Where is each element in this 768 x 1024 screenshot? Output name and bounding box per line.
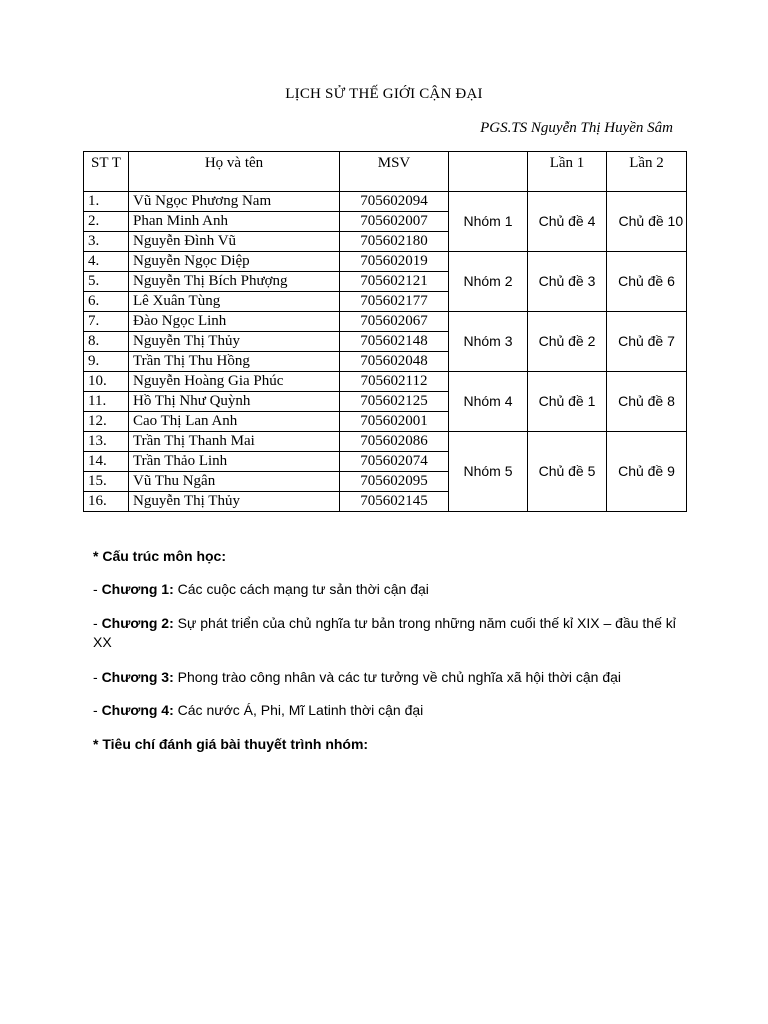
cell-stt: 16. <box>84 492 129 512</box>
cell-student-name: Vũ Thu Ngân <box>129 472 340 492</box>
cell-student-name: Cao Thị Lan Anh <box>129 412 340 432</box>
cell-lan2-topic <box>607 432 687 512</box>
cell-msv: 705602086 <box>340 432 449 452</box>
student-roster-table <box>83 151 687 512</box>
cell-msv: 705602148 <box>340 332 449 352</box>
chapter-3: - Chương 3: Phong trào công nhân và các tư tưởng về chủ nghĩa xã hội thời cận đại <box>93 669 622 685</box>
cell-lan1-topic: Chủ đề 2 <box>528 312 607 372</box>
cell-msv: 705602112 <box>340 372 449 392</box>
cell-student-name: Vũ Ngọc Phương Nam <box>129 192 340 212</box>
chapter-4-text: Các nước Á, Phi, Mĩ Latinh thời cận đại <box>177 702 424 718</box>
chapter-1: - Chương 1: Các cuộc cách mạng tư sản thời cận đại <box>93 581 429 597</box>
cell-student-name: Nguyễn Đình Vũ <box>129 232 340 252</box>
cell-stt: 7. <box>84 312 129 332</box>
header-group <box>449 152 528 192</box>
chapter-2-text: Sự phát triển của chủ nghĩa tư bản trong những năm cuối thế kỉ XIX – đầu thế kỉ XX <box>93 615 676 650</box>
cell-lan1-topic: Chủ đề 4 <box>528 192 607 252</box>
chapter-3-text: Phong trào công nhân và các tư tưởng về chủ nghĩa xã hội thời cận đại <box>177 669 622 685</box>
table-row <box>84 432 687 452</box>
cell-stt: 13. <box>84 432 129 452</box>
lan2-topic-text: Chủ đề 6 <box>618 273 675 289</box>
cell-msv: 705602094 <box>340 192 449 212</box>
cell-msv: 705602007 <box>340 212 449 232</box>
cell-student-name: Phan Minh Anh <box>129 212 340 232</box>
cell-msv: 705602121 <box>340 272 449 292</box>
cell-student-name: Hồ Thị Như Quỳnh <box>129 392 340 412</box>
table-row <box>84 252 687 272</box>
lan2-topic-text: Chủ đề 10 <box>618 213 684 229</box>
header-stt: ST T <box>84 152 129 192</box>
cell-msv: 705602145 <box>340 492 449 512</box>
cell-group-name: Nhóm 5 <box>449 432 528 512</box>
cell-stt: 12. <box>84 412 129 432</box>
cell-msv: 705602001 <box>340 412 449 432</box>
chapter-1-text: Các cuộc cách mạng tư sản thời cận đại <box>177 581 429 597</box>
cell-msv: 705602019 <box>340 252 449 272</box>
cell-student-name: Trần Thị Thu Hồng <box>129 352 340 372</box>
cell-stt: 9. <box>84 352 129 372</box>
lan2-topic-text: Chủ đề 8 <box>618 393 675 409</box>
header-lan1: Lần 1 <box>528 152 607 192</box>
cell-student-name: Nguyễn Hoàng Gia Phúc <box>129 372 340 392</box>
chapter-2: - Chương 2: Sự phát triển của chủ nghĩa tư bản trong những năm cuối thế kỉ XIX – đầu thế kỉ XX <box>93 615 676 650</box>
cell-group-name: Nhóm 3 <box>449 312 528 372</box>
cell-student-name: Trần Thảo Linh <box>129 452 340 472</box>
cell-msv: 705602048 <box>340 352 449 372</box>
cell-msv: 705602074 <box>340 452 449 472</box>
document-author: PGS.TS Nguyễn Thị Huyền Sâm <box>480 120 673 136</box>
chapter-3-label: Chương 3: <box>101 669 174 685</box>
cell-lan2-topic <box>607 252 687 312</box>
table-row <box>84 192 687 212</box>
cell-group-name: Nhóm 4 <box>449 372 528 432</box>
cell-stt: 5. <box>84 272 129 292</box>
cell-student-name: Trần Thị Thanh Mai <box>129 432 340 452</box>
chapter-4: - Chương 4: Các nước Á, Phi, Mĩ Latinh thời cận đại <box>93 702 424 718</box>
cell-lan2-topic <box>607 192 687 252</box>
table-body <box>84 192 687 512</box>
structure-heading: * Cấu trúc môn học: <box>93 548 227 564</box>
table-row <box>84 372 687 392</box>
table-row <box>84 312 687 332</box>
cell-msv: 705602125 <box>340 392 449 412</box>
cell-msv: 705602180 <box>340 232 449 252</box>
lan2-topic-text: Chủ đề 9 <box>618 463 675 479</box>
cell-stt: 1. <box>84 192 129 212</box>
table-header-row <box>84 152 687 192</box>
cell-stt: 2. <box>84 212 129 232</box>
cell-stt: 14. <box>84 452 129 472</box>
cell-stt: 6. <box>84 292 129 312</box>
header-msv: MSV <box>340 152 449 192</box>
cell-stt: 8. <box>84 332 129 352</box>
chapter-2-label: Chương 2: <box>101 615 174 631</box>
header-name: Họ và tên <box>129 152 340 192</box>
criteria-heading: * Tiêu chí đánh giá bài thuyết trình nhóm: <box>93 736 369 752</box>
cell-stt: 11. <box>84 392 129 412</box>
chapter-4-label: Chương 4: <box>101 702 174 718</box>
cell-group-name: Nhóm 2 <box>449 252 528 312</box>
cell-lan1-topic: Chủ đề 1 <box>528 372 607 432</box>
cell-msv: 705602095 <box>340 472 449 492</box>
cell-lan1-topic: Chủ đề 3 <box>528 252 607 312</box>
cell-stt: 4. <box>84 252 129 272</box>
cell-stt: 10. <box>84 372 129 392</box>
document-title: LỊCH SỬ THẾ GIỚI CẬN ĐẠI <box>285 86 483 102</box>
cell-lan2-topic <box>607 312 687 372</box>
chapter-1-label: Chương 1: <box>101 581 174 597</box>
cell-student-name: Nguyễn Thị Thủy <box>129 492 340 512</box>
cell-student-name: Nguyễn Thị Thủy <box>129 332 340 352</box>
cell-lan2-topic <box>607 372 687 432</box>
cell-group-name: Nhóm 1 <box>449 192 528 252</box>
cell-lan1-topic: Chủ đề 5 <box>528 432 607 512</box>
cell-stt: 15. <box>84 472 129 492</box>
header-lan2: Lần 2 <box>607 152 687 192</box>
cell-student-name: Nguyễn Ngọc Diệp <box>129 252 340 272</box>
cell-stt: 3. <box>84 232 129 252</box>
cell-student-name: Nguyễn Thị Bích Phượng <box>129 272 340 292</box>
lan2-topic-text: Chủ đề 7 <box>618 333 675 349</box>
cell-msv: 705602067 <box>340 312 449 332</box>
cell-student-name: Lê Xuân Tùng <box>129 292 340 312</box>
cell-msv: 705602177 <box>340 292 449 312</box>
cell-student-name: Đào Ngọc Linh <box>129 312 340 332</box>
